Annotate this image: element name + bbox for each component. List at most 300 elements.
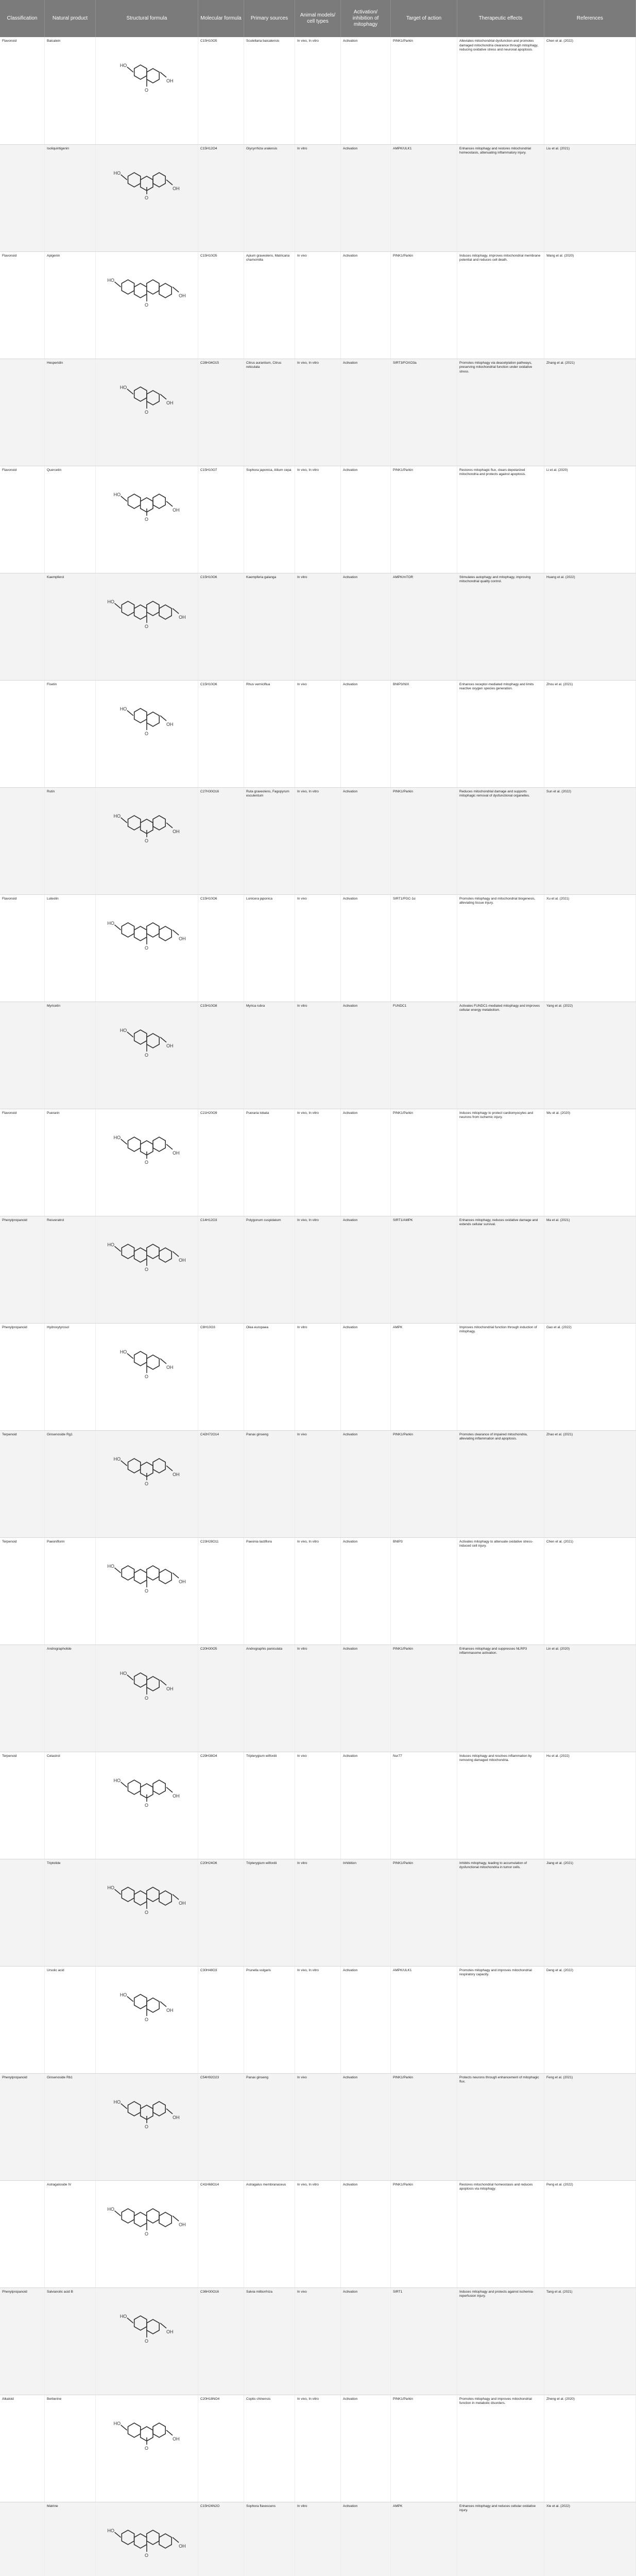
header-cell: Animal models/ cell types bbox=[295, 0, 341, 37]
effect-cell: Promotes mitophagy via deacetylation pathways, preserving mitochondrial function under oxidative stress. bbox=[457, 359, 544, 466]
target-cell: PINK1/Parkin bbox=[391, 466, 457, 573]
formula-cell: C15H10O8 bbox=[198, 1002, 244, 1109]
models-cell: In vitro bbox=[295, 144, 341, 251]
table-row bbox=[0, 1645, 636, 1752]
references-cell: Sun et al. (2022) bbox=[544, 787, 636, 894]
models-cell: In vitro bbox=[295, 2502, 341, 2576]
svg-text:OH: OH bbox=[166, 721, 174, 727]
svg-text:O: O bbox=[145, 2445, 149, 2451]
structure-cell bbox=[96, 1859, 198, 1966]
sources-cell: Coptis chinensis bbox=[244, 2395, 295, 2502]
mode-cell: Activation bbox=[341, 787, 391, 894]
structure-cell bbox=[96, 37, 198, 144]
mode-cell: Activation bbox=[341, 1002, 391, 1109]
svg-text:O: O bbox=[145, 2338, 149, 2344]
classification-cell: Phenylpropanoid bbox=[0, 2073, 45, 2180]
structure-drawing bbox=[103, 363, 191, 435]
references-cell: Chen et al. (2021) bbox=[544, 1537, 636, 1645]
svg-text:OH: OH bbox=[166, 400, 174, 405]
formula-cell: C30H48O3 bbox=[198, 1966, 244, 2073]
svg-text:OH: OH bbox=[166, 1043, 174, 1048]
references-cell: Huang et al. (2022) bbox=[544, 573, 636, 680]
sources-cell: Apium graveolens, Matricaria chamomilla bbox=[244, 251, 295, 359]
formula-cell: C15H10O6 bbox=[198, 680, 244, 787]
references-cell: Chen et al. (2022) bbox=[544, 37, 636, 144]
formula-cell: C20H30O5 bbox=[198, 1645, 244, 1752]
svg-text:HO: HO bbox=[119, 2313, 127, 2319]
formula-cell: C36H30O16 bbox=[198, 2287, 244, 2395]
sources-cell: Ruta graveolens, Fagopyrum esculentum bbox=[244, 787, 295, 894]
models-cell: In vitro bbox=[295, 1645, 341, 1752]
svg-text:HO: HO bbox=[113, 2099, 121, 2105]
sources-cell: Tripterygium wilfordii bbox=[244, 1752, 295, 1859]
references-cell: Yang et al. (2022) bbox=[544, 1002, 636, 1109]
formula-cell: C21H20O9 bbox=[198, 1109, 244, 1216]
target-cell: PINK1/Parkin bbox=[391, 2180, 457, 2287]
table-row bbox=[0, 359, 636, 466]
structure-cell bbox=[96, 1537, 198, 1645]
svg-text:OH: OH bbox=[166, 2329, 174, 2334]
structure-cell bbox=[96, 1752, 198, 1859]
sources-cell: Pueraria lobata bbox=[244, 1109, 295, 1216]
target-cell: SIRT1 bbox=[391, 2287, 457, 2395]
structure-drawing bbox=[103, 1435, 191, 1507]
structure-cell bbox=[96, 787, 198, 894]
classification-cell bbox=[0, 1002, 45, 1109]
references-cell: Peng et al. (2022) bbox=[544, 2180, 636, 2287]
structure-drawing bbox=[103, 1971, 191, 2043]
references-cell: Xu et al. (2021) bbox=[544, 894, 636, 1002]
references-cell: Wang et al. (2020) bbox=[544, 251, 636, 359]
structure-cell bbox=[96, 2287, 198, 2395]
structure-cell bbox=[96, 359, 198, 466]
effect-cell: Induces mitophagy and resolves inflammation by removing damaged mitochondria. bbox=[457, 1752, 544, 1859]
product-cell: Hydroxytyrosol bbox=[45, 1323, 96, 1430]
mode-cell: Activation bbox=[341, 251, 391, 359]
svg-text:O: O bbox=[145, 195, 149, 200]
structure-drawing bbox=[103, 899, 191, 971]
svg-text:O: O bbox=[145, 1802, 149, 1808]
formula-cell: C15H12O4 bbox=[198, 144, 244, 251]
formula-cell: C15H10O7 bbox=[198, 466, 244, 573]
structure-drawing bbox=[103, 792, 191, 864]
effect-cell: Promotes clearance of impaired mitochondria, alleviating inflammation and apoptosis. bbox=[457, 1430, 544, 1537]
effect-cell: Inhibits mitophagy, leading to accumulation of dysfunctional mitochondria in tumor cells. bbox=[457, 1859, 544, 1966]
mode-cell: Activation bbox=[341, 1430, 391, 1537]
effect-cell: Enhances mitophagy and suppresses NLRP3 inflammasome activation. bbox=[457, 1645, 544, 1752]
svg-text:OH: OH bbox=[179, 1900, 186, 1906]
product-cell: Salvianolic acid B bbox=[45, 2287, 96, 2395]
models-cell: In vivo, In vitro bbox=[295, 37, 341, 144]
svg-text:HO: HO bbox=[119, 1349, 127, 1354]
svg-text:OH: OH bbox=[179, 2543, 186, 2549]
sources-cell: Rhus verniciflua bbox=[244, 680, 295, 787]
structure-cell bbox=[96, 1966, 198, 2073]
classification-cell: Terpenoid bbox=[0, 1430, 45, 1537]
product-cell: Isoliquiritigenin bbox=[45, 144, 96, 251]
mode-cell: Activation bbox=[341, 466, 391, 573]
mode-cell: Activation bbox=[341, 1752, 391, 1859]
mode-cell: Activation bbox=[341, 1645, 391, 1752]
header-cell: Natural product bbox=[45, 0, 96, 37]
models-cell: In vivo, In vitro bbox=[295, 1216, 341, 1323]
sources-cell: Myrica rubra bbox=[244, 1002, 295, 1109]
svg-text:O: O bbox=[145, 945, 149, 951]
references-cell: Gao et al. (2022) bbox=[544, 1323, 636, 1430]
svg-text:O: O bbox=[145, 409, 149, 415]
mode-cell: Activation bbox=[341, 1323, 391, 1430]
models-cell: In vivo, In vitro bbox=[295, 787, 341, 894]
sources-cell: Polygonum cuspidatum bbox=[244, 1216, 295, 1323]
svg-text:HO: HO bbox=[107, 1242, 114, 1247]
classification-cell: Terpenoid bbox=[0, 1752, 45, 1859]
models-cell: In vivo, In vitro bbox=[295, 466, 341, 573]
models-cell: In vivo, In vitro bbox=[295, 359, 341, 466]
effect-cell: Enhances receptor-mediated mitophagy and limits reactive oxygen species generation. bbox=[457, 680, 544, 787]
classification-cell: Flavonoid bbox=[0, 37, 45, 144]
header-cell: Molecular formula bbox=[198, 0, 244, 37]
product-cell: Kaempferol bbox=[45, 573, 96, 680]
classification-cell: Alkaloid bbox=[0, 2395, 45, 2502]
table-row bbox=[0, 894, 636, 1002]
table-row bbox=[0, 787, 636, 894]
product-cell: Celastrol bbox=[45, 1752, 96, 1859]
svg-text:OH: OH bbox=[173, 828, 180, 834]
references-cell: Lin et al. (2020) bbox=[544, 1645, 636, 1752]
formula-cell: C15H10O5 bbox=[198, 251, 244, 359]
svg-text:HO: HO bbox=[119, 384, 127, 390]
target-cell: AMPK bbox=[391, 2502, 457, 2576]
target-cell: PINK1/Parkin bbox=[391, 2073, 457, 2180]
formula-cell: C41H68O14 bbox=[198, 2180, 244, 2287]
references-cell: Ma et al. (2021) bbox=[544, 1216, 636, 1323]
target-cell: PINK1/Parkin bbox=[391, 1859, 457, 1966]
models-cell: In vitro bbox=[295, 1002, 341, 1109]
svg-text:OH: OH bbox=[166, 78, 174, 83]
table-row bbox=[0, 2287, 636, 2395]
classification-cell bbox=[0, 2502, 45, 2576]
structure-drawing bbox=[103, 1863, 191, 1936]
formula-cell: C15H10O6 bbox=[198, 894, 244, 1002]
svg-text:OH: OH bbox=[179, 936, 186, 941]
references-cell: Jiang et al. (2021) bbox=[544, 1859, 636, 1966]
structure-drawing bbox=[103, 2185, 191, 2257]
classification-cell bbox=[0, 787, 45, 894]
sources-cell: Prunella vulgaris bbox=[244, 1966, 295, 2073]
mode-cell: Activation bbox=[341, 2395, 391, 2502]
classification-cell: Terpenoid bbox=[0, 1537, 45, 1645]
svg-text:OH: OH bbox=[179, 2222, 186, 2227]
structure-drawing bbox=[103, 2078, 191, 2150]
svg-text:OH: OH bbox=[166, 2007, 174, 2013]
product-cell: Ginsenoside Rb1 bbox=[45, 2073, 96, 2180]
mode-cell: Activation bbox=[341, 37, 391, 144]
target-cell: PINK1/Parkin bbox=[391, 1109, 457, 1216]
table-row bbox=[0, 144, 636, 251]
target-cell: Nur77 bbox=[391, 1752, 457, 1859]
models-cell: In vitro bbox=[295, 1323, 341, 1430]
classification-cell bbox=[0, 573, 45, 680]
models-cell: In vivo, In vitro bbox=[295, 2180, 341, 2287]
formula-cell: C20H18NO4 bbox=[198, 2395, 244, 2502]
svg-text:O: O bbox=[145, 731, 149, 736]
svg-text:HO: HO bbox=[119, 1027, 127, 1033]
target-cell: PINK1/Parkin bbox=[391, 2395, 457, 2502]
mode-cell: Activation bbox=[341, 1216, 391, 1323]
sources-cell: Paeonia lactiflora bbox=[244, 1537, 295, 1645]
models-cell: In vitro bbox=[295, 1859, 341, 1966]
table-row bbox=[0, 1752, 636, 1859]
structure-cell bbox=[96, 2180, 198, 2287]
svg-text:O: O bbox=[145, 516, 149, 522]
references-cell: Zhou et al. (2021) bbox=[544, 680, 636, 787]
table-row bbox=[0, 2502, 636, 2576]
classification-cell: Flavonoid bbox=[0, 466, 45, 573]
svg-text:HO: HO bbox=[107, 920, 114, 926]
product-cell: Matrine bbox=[45, 2502, 96, 2576]
effect-cell: Stimulates autophagy and mitophagy, improving mitochondrial quality control. bbox=[457, 573, 544, 680]
table-row bbox=[0, 680, 636, 787]
target-cell: BNIP3 bbox=[391, 1537, 457, 1645]
svg-text:O: O bbox=[145, 1588, 149, 1594]
table-row bbox=[0, 1966, 636, 2073]
formula-cell: C8H10O3 bbox=[198, 1323, 244, 1430]
svg-text:OH: OH bbox=[179, 614, 186, 620]
formula-cell: C20H24O6 bbox=[198, 1859, 244, 1966]
effect-cell: Promotes mitophagy and improves mitochondrial respiratory capacity. bbox=[457, 1966, 544, 2073]
svg-text:O: O bbox=[145, 1374, 149, 1379]
effect-cell: Induces mitophagy to protect cardiomyocytes and neurons from ischemic injury. bbox=[457, 1109, 544, 1216]
target-cell: PINK1/Parkin bbox=[391, 1430, 457, 1537]
table-row bbox=[0, 2180, 636, 2287]
svg-text:HO: HO bbox=[107, 2528, 114, 2533]
table-row bbox=[0, 1430, 636, 1537]
product-cell: Resveratrol bbox=[45, 1216, 96, 1323]
effect-cell: Alleviates mitochondrial dysfunction and promotes damaged mitochondria clearance through mitophagy, reducing oxidative stress and neuronal apoptosis. bbox=[457, 37, 544, 144]
effect-cell: Activates FUNDC1-mediated mitophagy and improves cellular energy metabolism. bbox=[457, 1002, 544, 1109]
header-row bbox=[0, 0, 636, 37]
sources-cell: Salvia miltiorrhiza bbox=[244, 2287, 295, 2395]
structure-drawing bbox=[103, 1649, 191, 1721]
table-row bbox=[0, 37, 636, 144]
svg-text:HO: HO bbox=[119, 1670, 127, 1676]
structure-drawing bbox=[103, 41, 191, 113]
svg-text:OH: OH bbox=[179, 1579, 186, 1584]
table-row bbox=[0, 1859, 636, 1966]
svg-text:HO: HO bbox=[107, 1563, 114, 1569]
svg-text:O: O bbox=[145, 1159, 149, 1165]
table-row bbox=[0, 1323, 636, 1430]
structure-drawing bbox=[103, 1756, 191, 1828]
svg-text:HO: HO bbox=[113, 813, 121, 819]
structure-cell bbox=[96, 466, 198, 573]
svg-text:HO: HO bbox=[113, 1456, 121, 1462]
table-row bbox=[0, 1216, 636, 1323]
classification-cell: Flavonoid bbox=[0, 894, 45, 1002]
product-cell: Paeoniflorin bbox=[45, 1537, 96, 1645]
structure-cell bbox=[96, 251, 198, 359]
effect-cell: Enhances mitophagy and restores mitochondrial homeostasis, attenuating inflammatory injury. bbox=[457, 144, 544, 251]
classification-cell: Phenylpropanoid bbox=[0, 1216, 45, 1323]
svg-text:O: O bbox=[145, 88, 149, 93]
classification-cell bbox=[0, 2180, 45, 2287]
structure-cell bbox=[96, 2502, 198, 2576]
models-cell: In vivo, In vitro bbox=[295, 2395, 341, 2502]
mode-cell: Activation bbox=[341, 1537, 391, 1645]
sources-cell: Astragalus membranaceus bbox=[244, 2180, 295, 2287]
effect-cell: Enhances mitophagy and reduces cellular oxidative injury. bbox=[457, 2502, 544, 2576]
svg-text:OH: OH bbox=[173, 185, 180, 191]
references-cell: Li et al. (2020) bbox=[544, 466, 636, 573]
references-cell: Xie et al. (2022) bbox=[544, 2502, 636, 2576]
table-row bbox=[0, 1109, 636, 1216]
svg-text:O: O bbox=[145, 2231, 149, 2236]
structure-cell bbox=[96, 144, 198, 251]
svg-text:O: O bbox=[145, 623, 149, 629]
svg-text:HO: HO bbox=[107, 277, 114, 283]
sources-cell: Sophora flavescens bbox=[244, 2502, 295, 2576]
target-cell: AMPK/ULK1 bbox=[391, 144, 457, 251]
product-cell: Triptolide bbox=[45, 1859, 96, 1966]
product-cell: Andrographolide bbox=[45, 1645, 96, 1752]
references-cell: Wu et al. (2020) bbox=[544, 1109, 636, 1216]
structure-drawing bbox=[103, 1113, 191, 1185]
formula-cell: C42H72O14 bbox=[198, 1430, 244, 1537]
target-cell: PINK1/Parkin bbox=[391, 251, 457, 359]
models-cell: In vivo bbox=[295, 1430, 341, 1537]
svg-text:OH: OH bbox=[166, 1364, 174, 1370]
sources-cell: Panax ginseng bbox=[244, 2073, 295, 2180]
product-cell: Luteolin bbox=[45, 894, 96, 1002]
structure-cell bbox=[96, 1645, 198, 1752]
models-cell: In vitro bbox=[295, 573, 341, 680]
svg-text:OH: OH bbox=[173, 1150, 180, 1156]
mode-cell: Activation bbox=[341, 894, 391, 1002]
structure-drawing bbox=[103, 578, 191, 650]
target-cell: AMPK/ULK1 bbox=[391, 1966, 457, 2073]
svg-text:O: O bbox=[145, 1481, 149, 1486]
sources-cell: Glycyrrhiza uralensis bbox=[244, 144, 295, 251]
product-cell: Fisetin bbox=[45, 680, 96, 787]
table-row bbox=[0, 251, 636, 359]
structure-cell bbox=[96, 894, 198, 1002]
models-cell: In vivo bbox=[295, 680, 341, 787]
effect-cell: Improves mitochondrial function through induction of mitophagy. bbox=[457, 1323, 544, 1430]
product-cell: Rutin bbox=[45, 787, 96, 894]
product-cell: Baicalein bbox=[45, 37, 96, 144]
target-cell: PINK1/Parkin bbox=[391, 787, 457, 894]
header-cell: References bbox=[544, 0, 636, 37]
models-cell: In vivo bbox=[295, 2287, 341, 2395]
table-row bbox=[0, 2073, 636, 2180]
target-cell: SIRT1/PGC-1α bbox=[391, 894, 457, 1002]
svg-text:O: O bbox=[145, 2016, 149, 2022]
effect-cell: Restores mitochondrial homeostasis and reduces apoptosis via mitophagy. bbox=[457, 2180, 544, 2287]
effect-cell: Protects neurons through enhancement of mitophagic flux. bbox=[457, 2073, 544, 2180]
header-cell: Primary sources bbox=[244, 0, 295, 37]
structure-cell bbox=[96, 1002, 198, 1109]
table-row bbox=[0, 2395, 636, 2502]
sources-cell: Tripterygium wilfordii bbox=[244, 1859, 295, 1966]
formula-cell: C15H24N2O bbox=[198, 2502, 244, 2576]
classification-cell: Flavonoid bbox=[0, 1109, 45, 1216]
references-cell: Hu et al. (2022) bbox=[544, 1752, 636, 1859]
svg-text:HO: HO bbox=[113, 2420, 121, 2426]
target-cell: BNIP3/NIX bbox=[391, 680, 457, 787]
mode-cell: Activation bbox=[341, 2502, 391, 2576]
formula-cell: C54H92O23 bbox=[198, 2073, 244, 2180]
mode-cell: Activation bbox=[341, 573, 391, 680]
header-cell: Activation/ inhibition of mitophagy bbox=[341, 0, 391, 37]
structure-drawing bbox=[103, 149, 191, 221]
formula-cell: C14H12O3 bbox=[198, 1216, 244, 1323]
structure-cell bbox=[96, 573, 198, 680]
classification-cell bbox=[0, 680, 45, 787]
mode-cell: Activation bbox=[341, 144, 391, 251]
product-cell: Myricetin bbox=[45, 1002, 96, 1109]
svg-text:HO: HO bbox=[107, 599, 114, 604]
sources-cell: Panax ginseng bbox=[244, 1430, 295, 1537]
sources-cell: Andrographis paniculata bbox=[244, 1645, 295, 1752]
classification-cell bbox=[0, 1859, 45, 1966]
table-row bbox=[0, 573, 636, 680]
structure-drawing bbox=[103, 2506, 191, 2576]
structure-cell bbox=[96, 2395, 198, 2502]
effect-cell: Reduces mitochondrial damage and supports mitophagic removal of dysfunctional organelles. bbox=[457, 787, 544, 894]
product-cell: Hesperidin bbox=[45, 359, 96, 466]
structure-cell bbox=[96, 1430, 198, 1537]
product-cell: Astragaloside IV bbox=[45, 2180, 96, 2287]
structure-cell bbox=[96, 1216, 198, 1323]
formula-cell: C29H38O4 bbox=[198, 1752, 244, 1859]
mode-cell: Activation bbox=[341, 1966, 391, 2073]
structure-drawing bbox=[103, 256, 191, 328]
classification-cell: Phenylpropanoid bbox=[0, 1323, 45, 1430]
structure-drawing bbox=[103, 685, 191, 757]
product-cell: Apigenin bbox=[45, 251, 96, 359]
svg-text:O: O bbox=[145, 1052, 149, 1058]
target-cell: FUNDC1 bbox=[391, 1002, 457, 1109]
svg-text:HO: HO bbox=[113, 492, 121, 497]
formula-cell: C15H10O5 bbox=[198, 37, 244, 144]
svg-text:O: O bbox=[145, 302, 149, 308]
header-cell: Therapeutic effects bbox=[457, 0, 544, 37]
models-cell: In vivo bbox=[295, 251, 341, 359]
structure-cell bbox=[96, 1323, 198, 1430]
svg-text:O: O bbox=[145, 2124, 149, 2129]
references-cell: Zhao et al. (2021) bbox=[544, 1430, 636, 1537]
mode-cell: Activation bbox=[341, 2073, 391, 2180]
target-cell: SIRT3/FOXO3a bbox=[391, 359, 457, 466]
sources-cell: Kaempferia galanga bbox=[244, 573, 295, 680]
references-cell: Zhang et al. (2021) bbox=[544, 359, 636, 466]
header-cell: Classification bbox=[0, 0, 45, 37]
svg-text:O: O bbox=[145, 838, 149, 843]
target-cell: AMPK bbox=[391, 1323, 457, 1430]
mode-cell: Activation bbox=[341, 1109, 391, 1216]
svg-text:HO: HO bbox=[119, 1992, 127, 1997]
classification-cell bbox=[0, 144, 45, 251]
models-cell: In vivo, In vitro bbox=[295, 1537, 341, 1645]
structure-drawing bbox=[103, 1328, 191, 1400]
table-row bbox=[0, 466, 636, 573]
svg-text:OH: OH bbox=[179, 1257, 186, 1263]
effect-cell: Restores mitophagic flux, clears depolarized mitochondria and protects against apoptosis. bbox=[457, 466, 544, 573]
references-cell: Deng et al. (2022) bbox=[544, 1966, 636, 2073]
effect-cell: Induces mitophagy and protects against ischemia-reperfusion injury. bbox=[457, 2287, 544, 2395]
sources-cell: Scutellaria baicalensis bbox=[244, 37, 295, 144]
effect-cell: Induces mitophagy, improves mitochondrial membrane potential and reduces cell death. bbox=[457, 251, 544, 359]
